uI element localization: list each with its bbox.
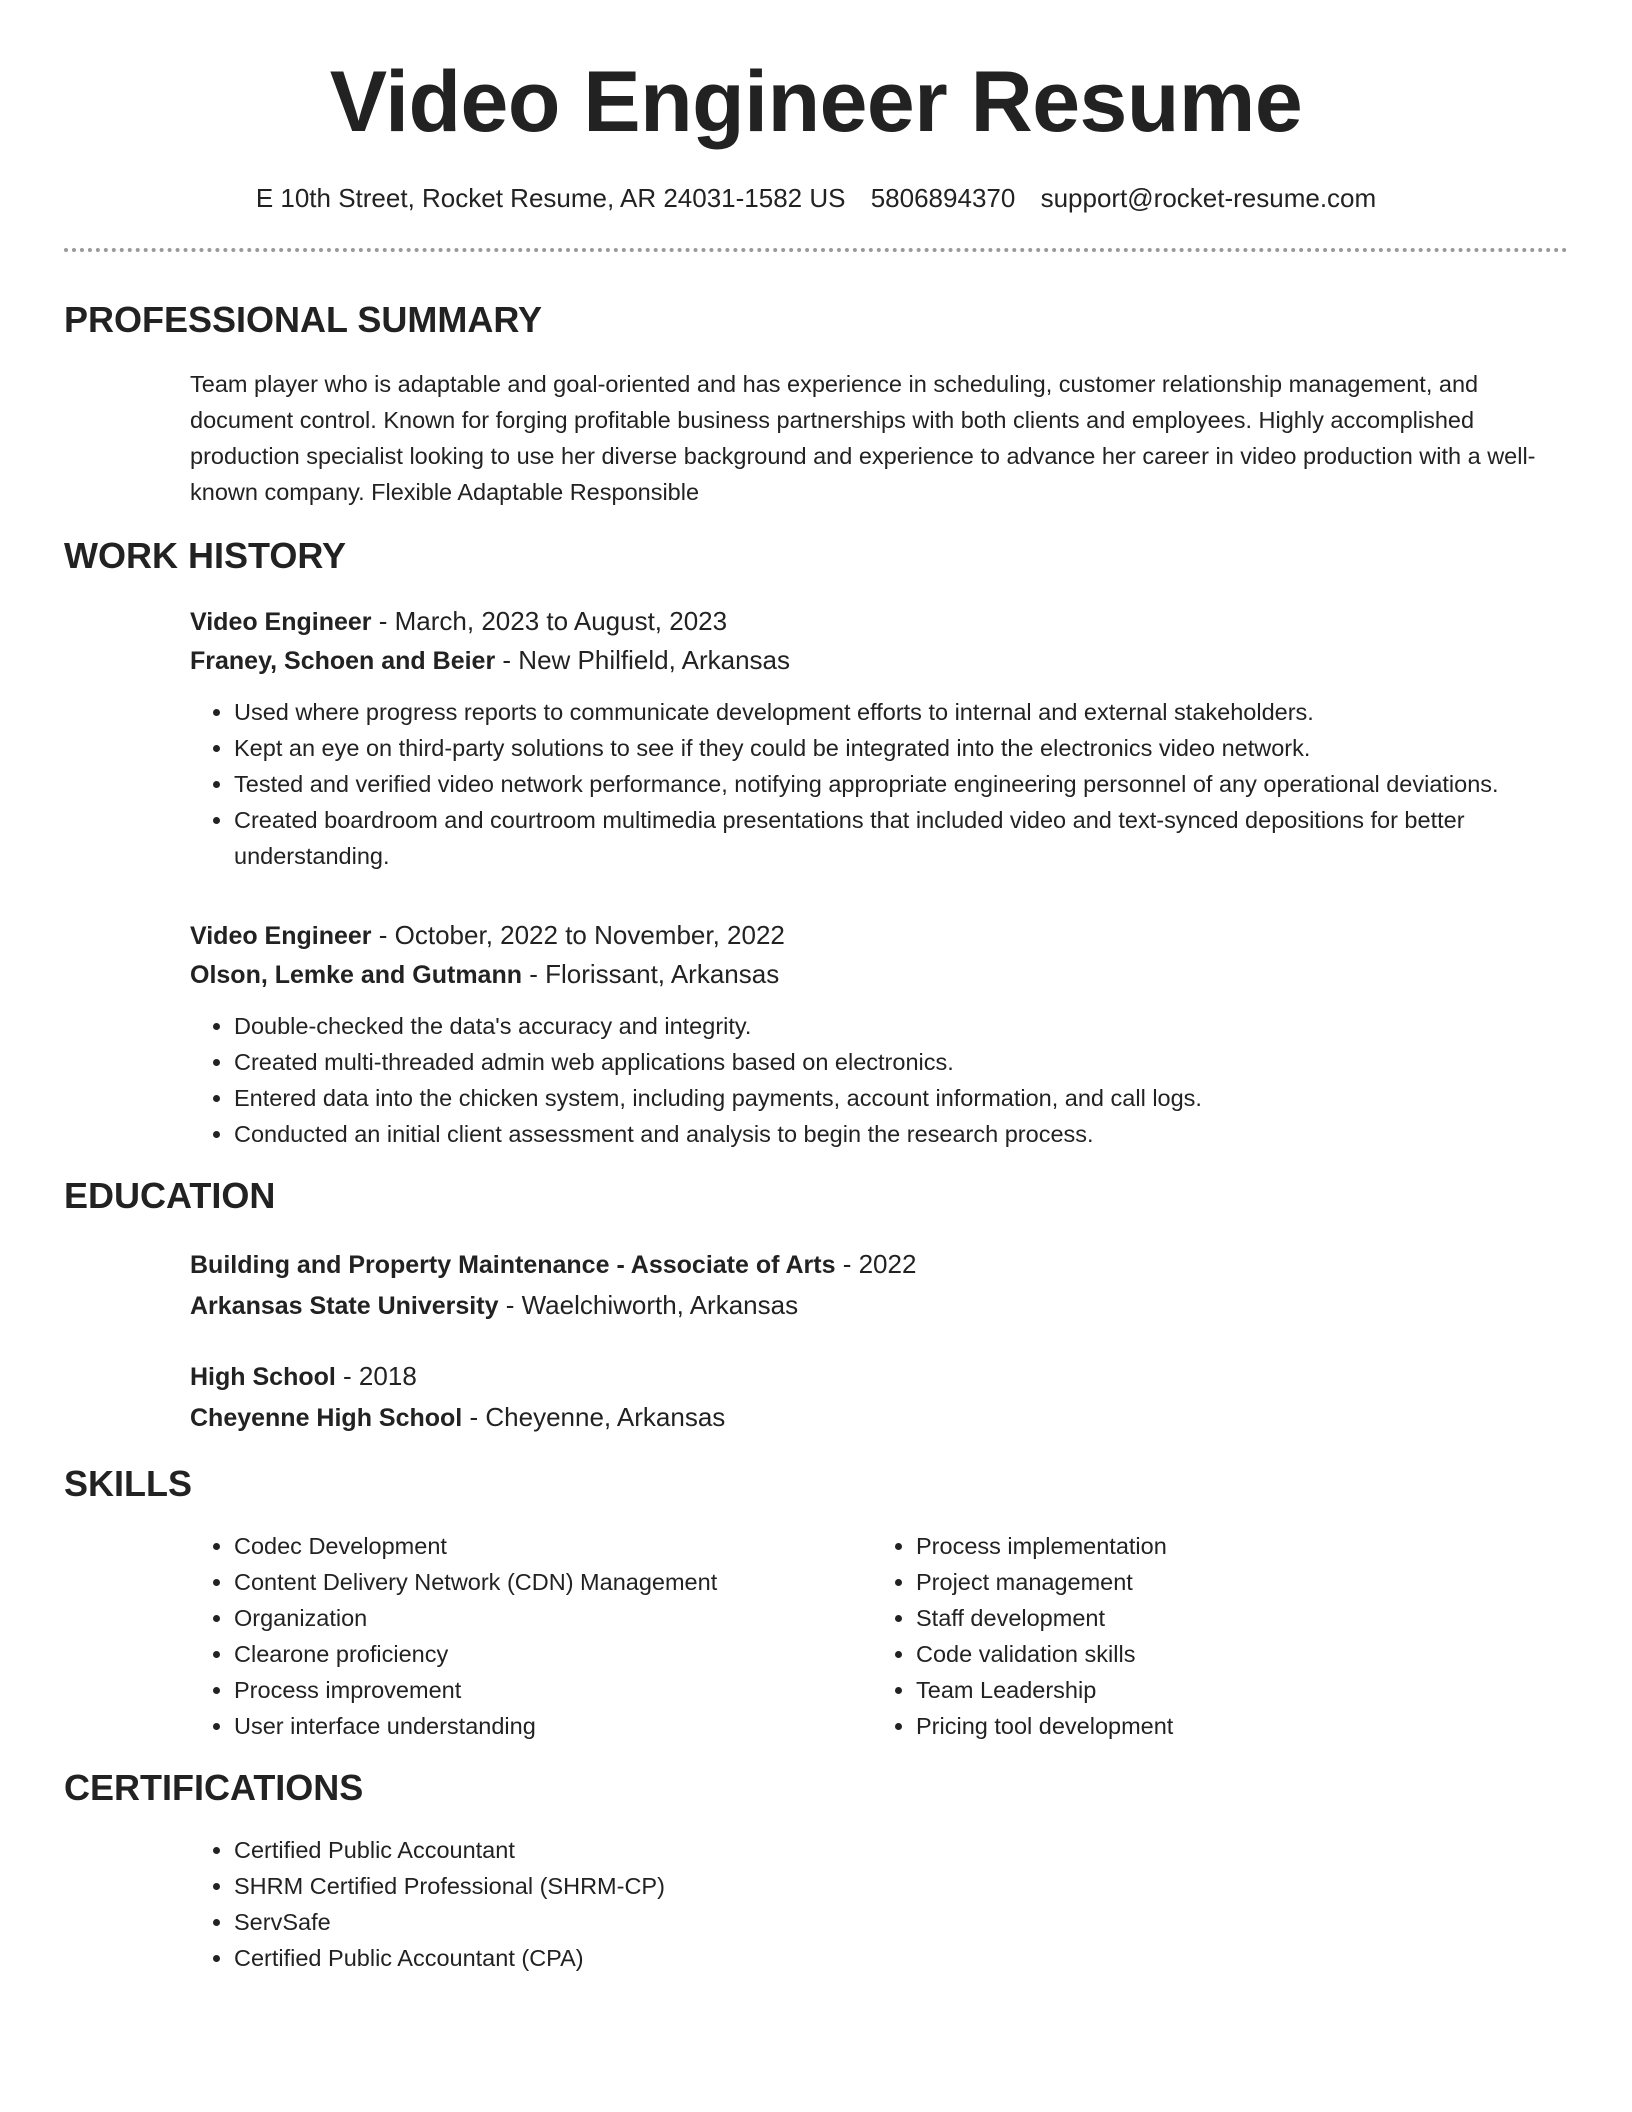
job-location: - Florissant, Arkansas [522, 959, 780, 989]
summary-heading: PROFESSIONAL SUMMARY [64, 299, 543, 340]
education-school-line [190, 1285, 1568, 1326]
certifications-body [64, 1832, 1568, 1976]
certifications-heading: CERTIFICATIONS [64, 1767, 364, 1808]
job-company-line [190, 955, 1568, 994]
header-divider [64, 248, 1568, 252]
skills-columns [64, 1528, 1568, 1744]
job-bullet: • Double-checked the data's accuracy and integrity. [234, 1008, 1568, 1044]
skill-item: • Organization [234, 1600, 872, 1636]
job-location: - New Philfield, Arkansas [495, 645, 790, 675]
education-degree: High School [190, 1363, 336, 1391]
skills-heading: SKILLS [64, 1463, 193, 1504]
skill-item: • Code validation skills [916, 1636, 1372, 1672]
skill-item: • Process implementation [916, 1528, 1372, 1564]
education-location: - Waelchiworth, Arkansas [498, 1290, 799, 1320]
education-entry [64, 1356, 1568, 1438]
contact-line [64, 180, 1568, 216]
education-location: - Cheyenne, Arkansas [462, 1402, 726, 1432]
certification-item: • Certified Public Accountant (CPA) [234, 1940, 1568, 1976]
skill-item: • Pricing tool development [916, 1708, 1372, 1744]
job-entry [64, 916, 1568, 1152]
education-school: Cheyenne High School [190, 1404, 463, 1432]
education-degree: Building and Property Maintenance - Associate of Arts [190, 1251, 836, 1279]
skill-item: • Team Leadership [916, 1672, 1372, 1708]
job-bullet: • Conducted an initial client assessment and analysis to begin the research process. [234, 1116, 1568, 1152]
job-title-line [190, 602, 1568, 641]
job-title-line [190, 916, 1568, 955]
job-entry [64, 602, 1568, 874]
job-company-line [190, 641, 1568, 680]
certification-item: • SHRM Certified Professional (SHRM-CP) [234, 1868, 1568, 1904]
job-bullet: • Tested and verified video network performance, notifying appropriate engineering personnel of any operational deviations. [234, 766, 1568, 802]
contact-email: support@rocket-resume.com [1040, 183, 1377, 213]
education-school-line [190, 1397, 1568, 1438]
education-school: Arkansas State University [190, 1292, 499, 1320]
job-title: Video Engineer [190, 922, 372, 950]
job-company: Olson, Lemke and Gutmann [190, 961, 522, 989]
certification-item: • Certified Public Accountant [234, 1832, 1568, 1868]
summary-text: Team player who is adaptable and goal-oriented and has experience in scheduling, customer relationship management, and document control. Known for forging profitable business partnerships with both clients and employees. Highly accomplished production specialist looking to use her diverse background and experience to advance her career in video production with a well-known company. Flexible Adaptable Responsible [190, 371, 1536, 505]
skill-item: • Staff development [916, 1600, 1372, 1636]
skills-list-left [190, 1528, 872, 1744]
work-history-heading: WORK HISTORY [64, 535, 347, 576]
job-dates: - March, 2023 to August, 2023 [371, 606, 728, 636]
job-dates: - October, 2022 to November, 2022 [371, 920, 785, 950]
education-year: - 2022 [835, 1249, 917, 1279]
skill-item: • Codec Development [234, 1528, 872, 1564]
job-bullet: • Created multi-threaded admin web applications based on electronics. [234, 1044, 1568, 1080]
education-heading: EDUCATION [64, 1175, 276, 1216]
skill-item: • Content Delivery Network (CDN) Management [234, 1564, 872, 1600]
education-degree-line [190, 1356, 1568, 1397]
resume-title: Video Engineer Resume [329, 54, 1303, 150]
certification-item: • ServSafe [234, 1904, 1568, 1940]
skill-item: • Project management [916, 1564, 1372, 1600]
education-degree-line [190, 1244, 1568, 1285]
skills-list-right [872, 1528, 1372, 1744]
skill-item: • User interface understanding [234, 1708, 872, 1744]
certifications-list [190, 1832, 1568, 1976]
education-year: - 2018 [335, 1361, 417, 1391]
skill-item: • Clearone proficiency [234, 1636, 872, 1672]
job-title: Video Engineer [190, 608, 372, 636]
job-bullet: • Kept an eye on third-party solutions to see if they could be integrated into the electronics video network. [234, 730, 1568, 766]
job-bullet: • Created boardroom and courtroom multimedia presentations that included video and text-synced depositions for better understanding. [234, 802, 1568, 874]
job-bullet: • Entered data into the chicken system, including payments, account information, and call logs. [234, 1080, 1568, 1116]
contact-address: E 10th Street, Rocket Resume, AR 24031-1582 US [255, 183, 846, 213]
job-bullets [190, 1008, 1568, 1152]
job-bullets [190, 694, 1568, 874]
skill-item: • Process improvement [234, 1672, 872, 1708]
education-entry [64, 1244, 1568, 1326]
contact-phone: 5806894370 [870, 183, 1016, 213]
job-bullet: • Used where progress reports to communicate development efforts to internal and external stakeholders. [234, 694, 1568, 730]
job-company: Franey, Schoen and Beier [190, 647, 496, 675]
